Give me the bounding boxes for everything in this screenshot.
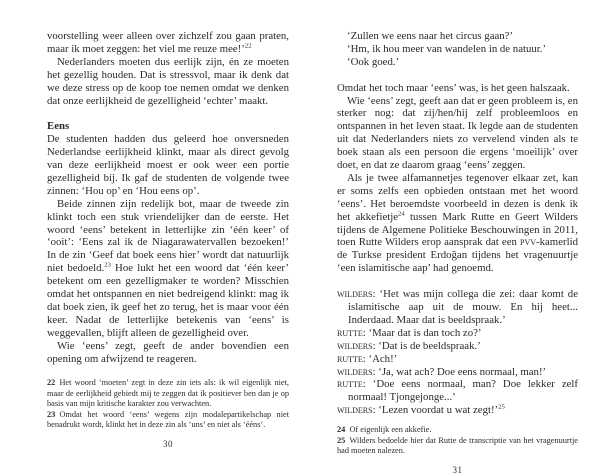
footnote-text: Of eigenlijk een akkefie.	[345, 425, 432, 435]
dialogue-line	[337, 43, 578, 56]
text-run: : ‘Dat is de beeldspraak.’	[372, 339, 481, 352]
text-run: Beide zinnen zijn redelijk bot, maar de tweede zin klinkt toch een stuk vriendelijker dan de eerste. Het woord ‘eens’ betekent in letterlijke zin ‘één keer’ of ‘ooit’: ‘Eens zal ik de Niagarawatervallen bezoeken!’ In de zin ‘Geef dat boek eens hier’ wordt dat natuurlijk niet bedoeld.	[47, 197, 289, 275]
text-run: : ‘Ja, wat ach? Doe eens normaal, man!’	[372, 365, 547, 378]
text-run: tussen Mark Rutte en Geert Wilders tijdens de Algemene Politieke Beschouwingen in 2011, toen Rutte Wilders erop aansprak dat een	[337, 210, 578, 249]
dialogue-line	[337, 378, 578, 404]
small-caps-text: wilders	[337, 288, 373, 301]
text-run: Hoe lukt het een woord dat ‘één keer’ betekent om een gezelligmaker te worden? Misschien omdat het ontspannen en niet bedreigend klinkt: mag ik dat boek zien, ik geef het zo terug, het is maar voor één keer. Nadat de letterlijke betekenis van ‘eens’ is weggevallen, blijft alleen de gezelligheid over.	[47, 262, 289, 339]
right-page-number: 31	[452, 464, 463, 475]
dialogue-line	[337, 366, 578, 379]
footnote	[337, 436, 578, 457]
text-run: : ‘Ach!’	[362, 352, 398, 365]
text-run: ‘Hm, ik hou meer van wandelen in de natuur.’	[347, 42, 547, 55]
footnote-text: Wilders bedoelde hier dat Rutte de transcriptie van het vragenuurtje had moeten nalezen.	[337, 435, 578, 456]
text-run: Omdat het toch maar ‘eens’ was, is het geen halszaak.	[337, 81, 570, 94]
text-run: voorstelling weer alleen over zichzelf zou gaan praten, maar ik moet zeggen: het viel me reuze mee!’	[47, 30, 289, 55]
text-run: : ‘Lezen voordat u wat zegt!’	[372, 404, 499, 417]
dialogue-line	[337, 56, 578, 69]
footnote-number: 23	[47, 409, 56, 419]
dialogue-line	[337, 327, 578, 340]
text-run: : ‘Het was mijn collega die zei: daar komt de islamitische aap uit de mouw. En hij heet... Inderdaad. Maar dat is beeldspraak.’	[348, 288, 578, 326]
left-page-number: 30	[163, 439, 173, 449]
small-caps-text: wilders	[337, 365, 373, 378]
dialogue-line	[337, 30, 578, 43]
page-left	[47, 0, 289, 461]
text-run: Nederlanders moeten dus eerlijk zijn, én ze moeten het gezellig houden. Dat is stressvol, maar ik denk dat we deze stress op de koop toe nemen omdat we denken dat onze eerlijkheid de gezelligheid ‘echter’ maakt.	[47, 55, 289, 107]
paragraph	[47, 198, 289, 340]
text-run: De studenten hadden dus geleerd hoe onversneden Nederlandse eerlijkheid klinkt, maar als direct gevolg van deze eerlijkheid moest er ook weer een portie gezelligheid bij. Ik gaf de studenten de volgende twee zinnen: ‘Hou op’ en ‘Hou eens op’.	[47, 133, 289, 197]
footnote	[47, 410, 289, 431]
paragraph	[337, 172, 578, 275]
text-run: -kamerlid de Turkse president Erdoğan tijdens het vragenuurtje ‘een islamitische aap’ had genoemd.	[337, 236, 578, 275]
page-right	[337, 0, 578, 475]
paragraph	[47, 340, 289, 366]
section-heading	[47, 120, 289, 133]
text-run: Wie ‘eens’ zegt, geeft aan dat er geen probleem is, en sterker nog: dat zij/hen/hij zelf probleemloos en ontspannen in het leven staat. Ik legde aan de studenten uit dat Nederlanders niets zo vervelend vinden als te boek staan als een persoon die ergens ‘moeilijk’ over doet, en dat ze daarom graag ‘eens’ zeggen.	[337, 94, 578, 172]
footnote-number: 25	[337, 435, 346, 445]
paragraph	[47, 56, 289, 108]
dialogue-line	[337, 288, 578, 327]
right-page-spacer	[337, 417, 578, 425]
footnote-marker: 23	[104, 261, 111, 269]
dialogue-line	[337, 404, 578, 417]
paragraph	[337, 82, 578, 95]
left-page-spacer	[47, 366, 289, 378]
small-caps-text: wilders	[337, 404, 373, 417]
footnote-number: 24	[337, 425, 346, 435]
left-page-body	[47, 30, 289, 366]
footnote-text: Het woord ‘moeten’ zegt in deze zin iets als: ik wil eigenlijk niet, maar de eerlijkheid gebiedt mij te zeggen dat ik positiever ben dan je op basis van mijn kritische karakter zou verwachten.	[47, 378, 289, 409]
right-page-footnotes	[337, 425, 578, 457]
text-run: Eens	[47, 120, 70, 133]
small-caps-text: wilders	[337, 339, 373, 352]
dialogue-line	[337, 353, 578, 366]
left-page-footnotes	[47, 378, 289, 431]
footnote-text: Omdat het woord ‘eens’ wegens zijn modalepartikelschap niet benadrukt wordt, klinkt het in deze zin als ‘uns’ en niet als ‘ééns’.	[47, 409, 289, 430]
footnote-marker: 24	[398, 210, 405, 218]
small-caps-text: pvv	[520, 236, 537, 249]
paragraph	[47, 133, 289, 198]
text-run: ‘Zullen we eens naar het circus gaan?’	[347, 30, 514, 42]
footnote-number: 22	[47, 378, 56, 388]
paragraph	[47, 30, 289, 56]
small-caps-text: rutte	[337, 326, 363, 339]
dialogue-line	[337, 340, 578, 353]
text-run: Als je twee alfamannetjes tegenover elkaar zet, kan er soms zelfs een opbieden ontstaan met het woord ‘eens’. Het beroemdste voorbeeld in dezen is denk ik het akkefietje	[337, 171, 578, 223]
small-caps-text: rutte	[337, 378, 363, 391]
paragraph	[337, 95, 578, 172]
text-run: ‘Ook goed.’	[347, 55, 400, 68]
right-page-body	[337, 30, 578, 417]
footnote	[47, 378, 289, 410]
small-caps-text: rutte	[337, 352, 363, 365]
footnote-marker: 22	[244, 42, 252, 50]
text-run: : ‘Maar dat is dan toch zo?’	[362, 326, 482, 339]
text-run: : ‘Doe eens normaal, man? Doe lekker zelf normaal! Tjongejonge...’	[348, 378, 578, 404]
text-run: Wie ‘eens’ zegt, geeft de ander bovendien een opening om afwijzend te reageren.	[47, 339, 289, 365]
footnote	[337, 425, 578, 436]
footnote-marker: 25	[498, 403, 505, 411]
